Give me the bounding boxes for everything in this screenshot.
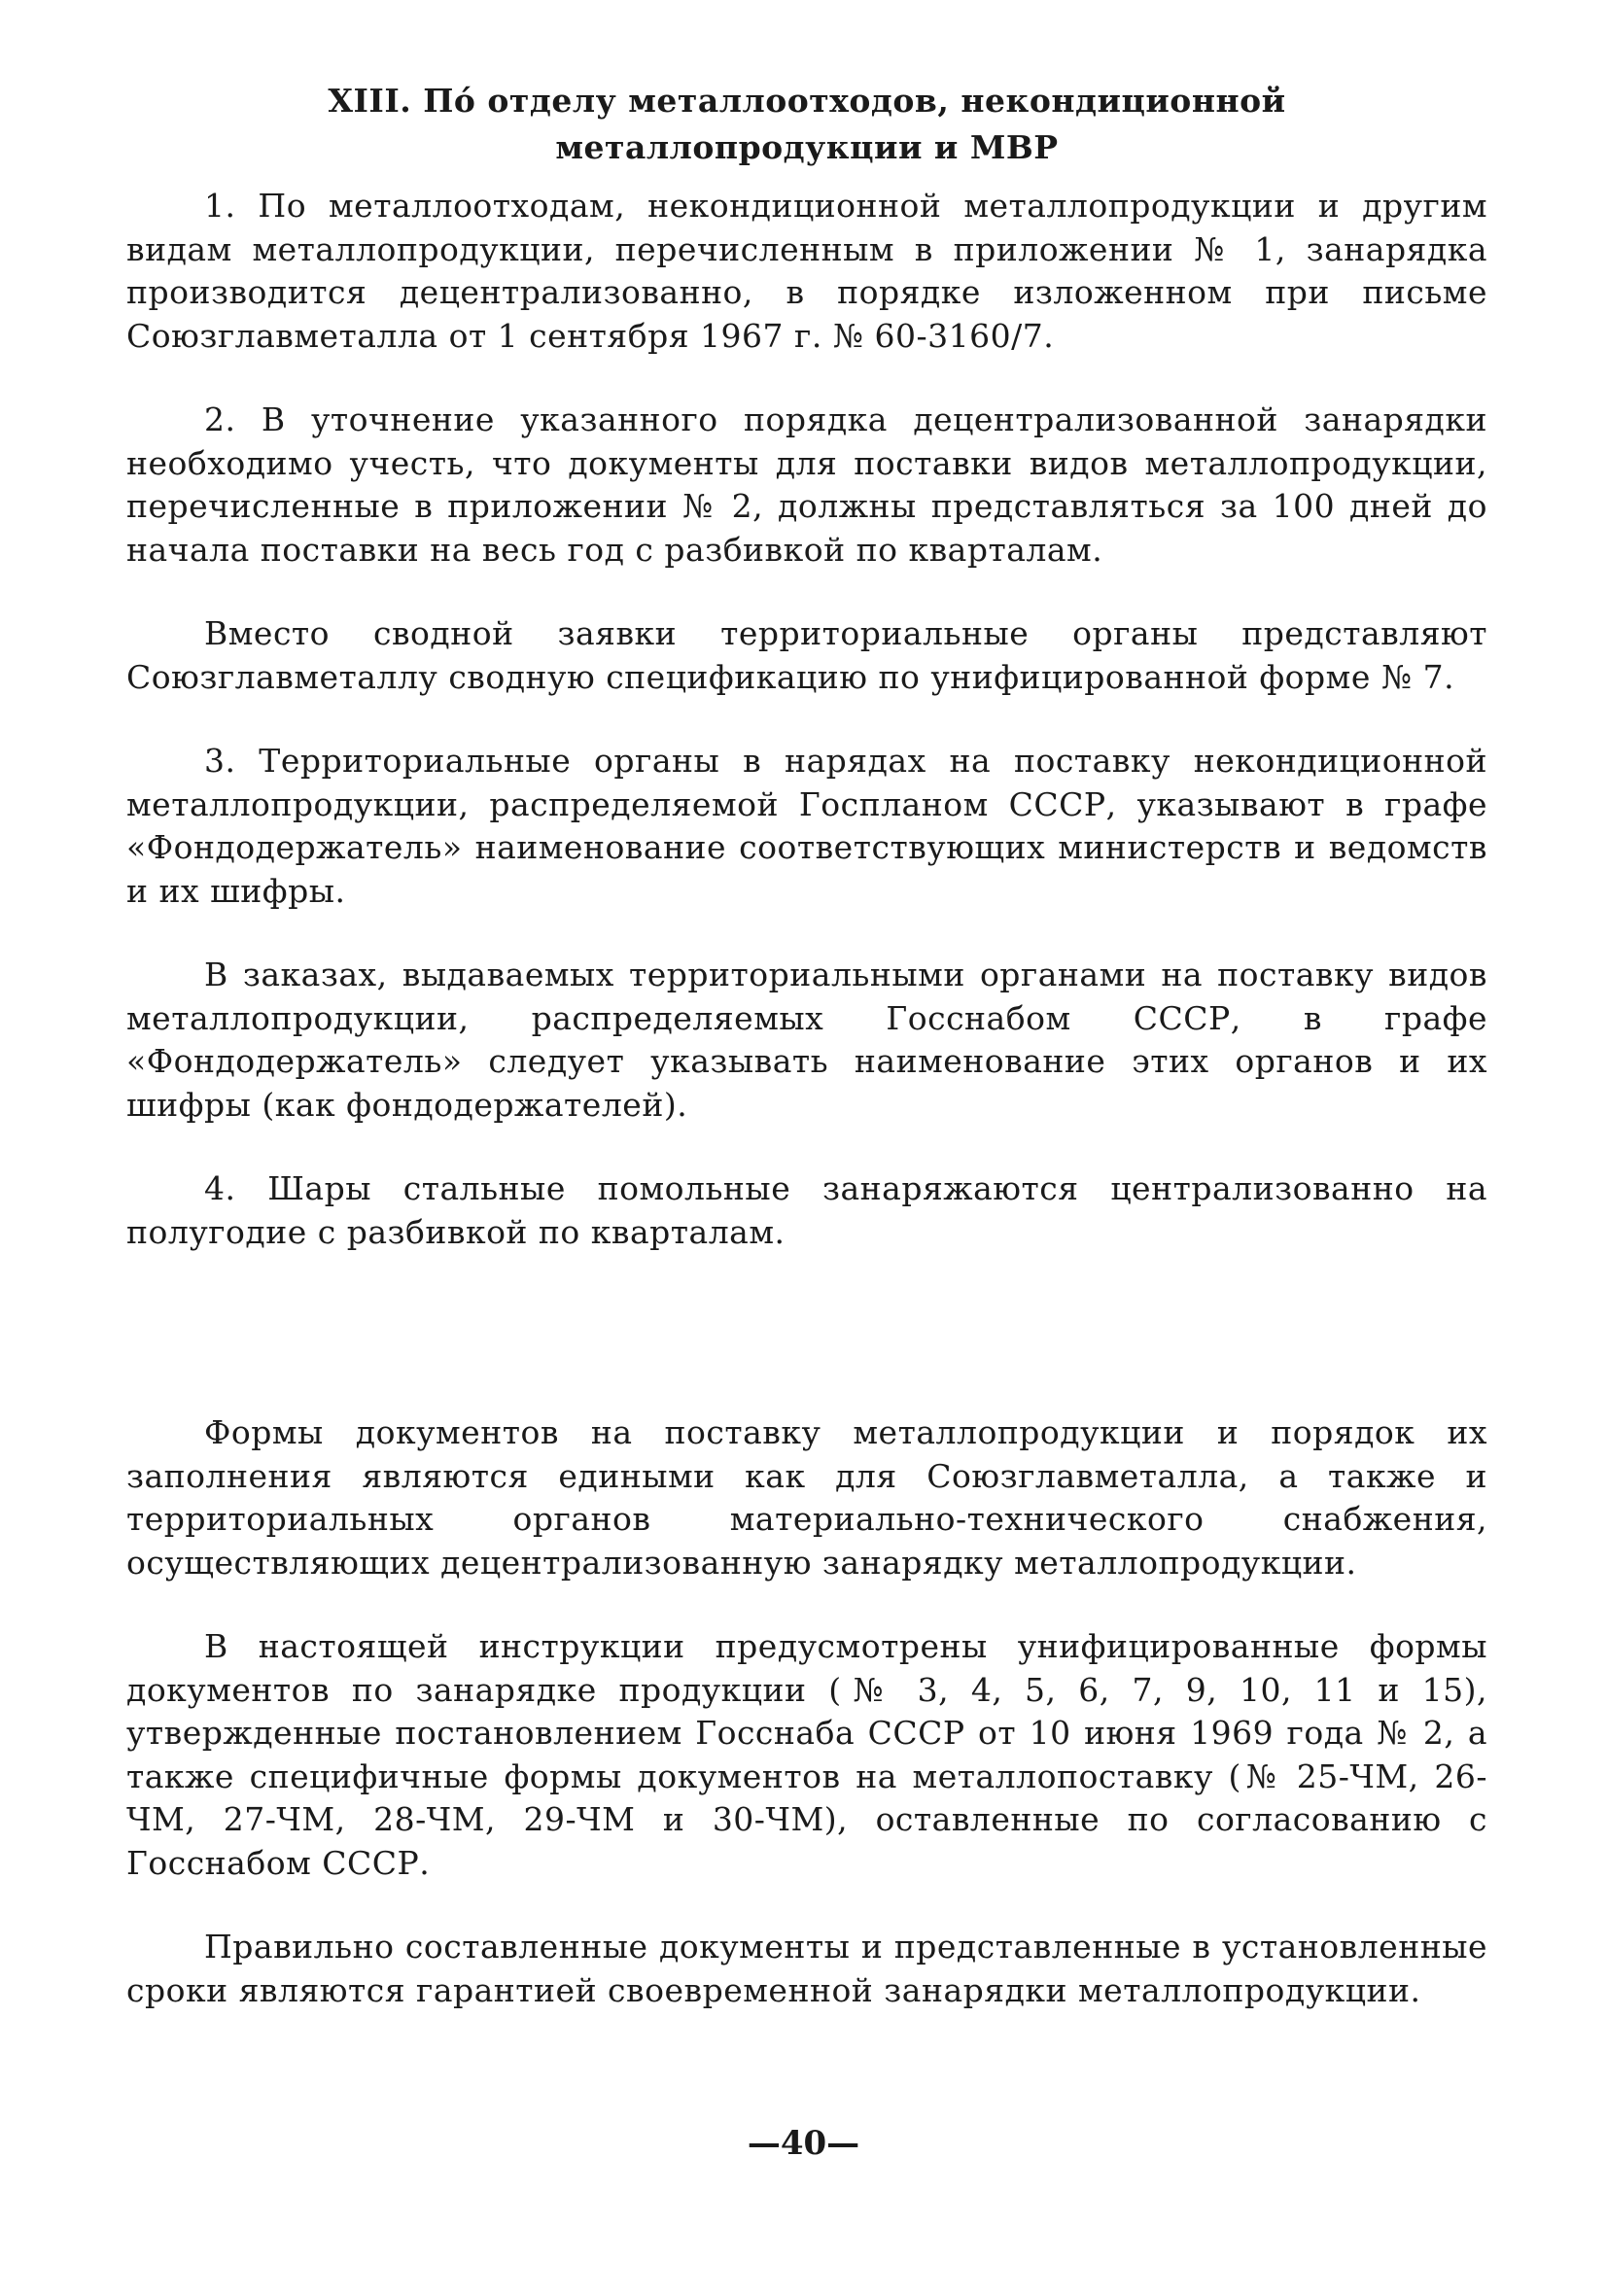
paragraph-8: В настоящей инструкции предусмотрены унифицированные формы документов по занарядке продукции (№ 3, 4, 5, 6, 7, 9, 10, 11 и 15), утвержденные постановлением Госснаба СССР от 10 июня 1969 года № 2, а также специфичные формы документов на металлопоставку (№ 25-ЧМ, 26-ЧМ, 27-ЧМ, 28-ЧМ, 29-ЧМ и 30-ЧМ), оставленные по согласованию с Госснабом СССР.	[126, 1627, 1487, 1882]
paragraph-1: 1. По металлоотходам, некондиционной металлопродукции и другим видам металлопродукции, перечисленным в приложении № 1, занарядка производится децентрализованно, в порядке изложенном при письме Союзглавметалла от 1 сентября 1967 г. № 60-3160/7.	[126, 187, 1487, 355]
paragraph-7: Формы документов на поставку металлопродукции и порядок их заполнения являются едиными как для Союзглавметалла, а также и территориальных органов материально-технического снабжения, осуществляющих децентрализованную занарядку металлопродукции.	[126, 1413, 1487, 1582]
paragraph-9: Правильно составленные документы и представленные в установленные сроки являются гарантией своевременной занарядки металлопродукции.	[126, 1928, 1487, 2009]
paragraph-5: В заказах, выдаваемых территориальными органами на поставку видов металлопродукции, распределяемых Госснабом СССР, в графе «Фондодержатель» следует указывать наименование этих органов и их шифры (как фондодержателей).	[126, 956, 1487, 1124]
paragraph-3: Вместо сводной заявки территориальные органы представляют Союзглавметаллу сводную спецификацию по унифицированной форме № 7.	[126, 614, 1487, 696]
section-heading	[126, 78, 1487, 171]
paragraph-6: 4. Шары стальные помольные занаряжаются централизованно на полугодие с разбивкой по кварталам.	[126, 1169, 1487, 1251]
document-page	[126, 78, 1487, 2012]
paragraph-2: 2. В уточнение указанного порядка децентрализованной занарядки необходимо учесть, что документы для поставки видов металлопродукции, перечисленные в приложении № 2, должны представляться за 100 дней до начала поставки на весь год с разбивкой по кварталам.	[126, 400, 1487, 569]
heading-line-2: металлопродукции и МВР	[555, 128, 1059, 166]
paragraph-4: 3. Территориальные органы в нарядах на поставку некондиционной металлопродукции, распределяемой Госпланом СССР, указывают в графе «Фондодержатель» наименование соответствующих министерств и ведомств и их шифры.	[126, 742, 1487, 910]
heading-line-1: XIII. Пó отделу металлоотходов, некондиционной	[328, 82, 1286, 120]
page-number: —40—	[747, 2124, 860, 2163]
